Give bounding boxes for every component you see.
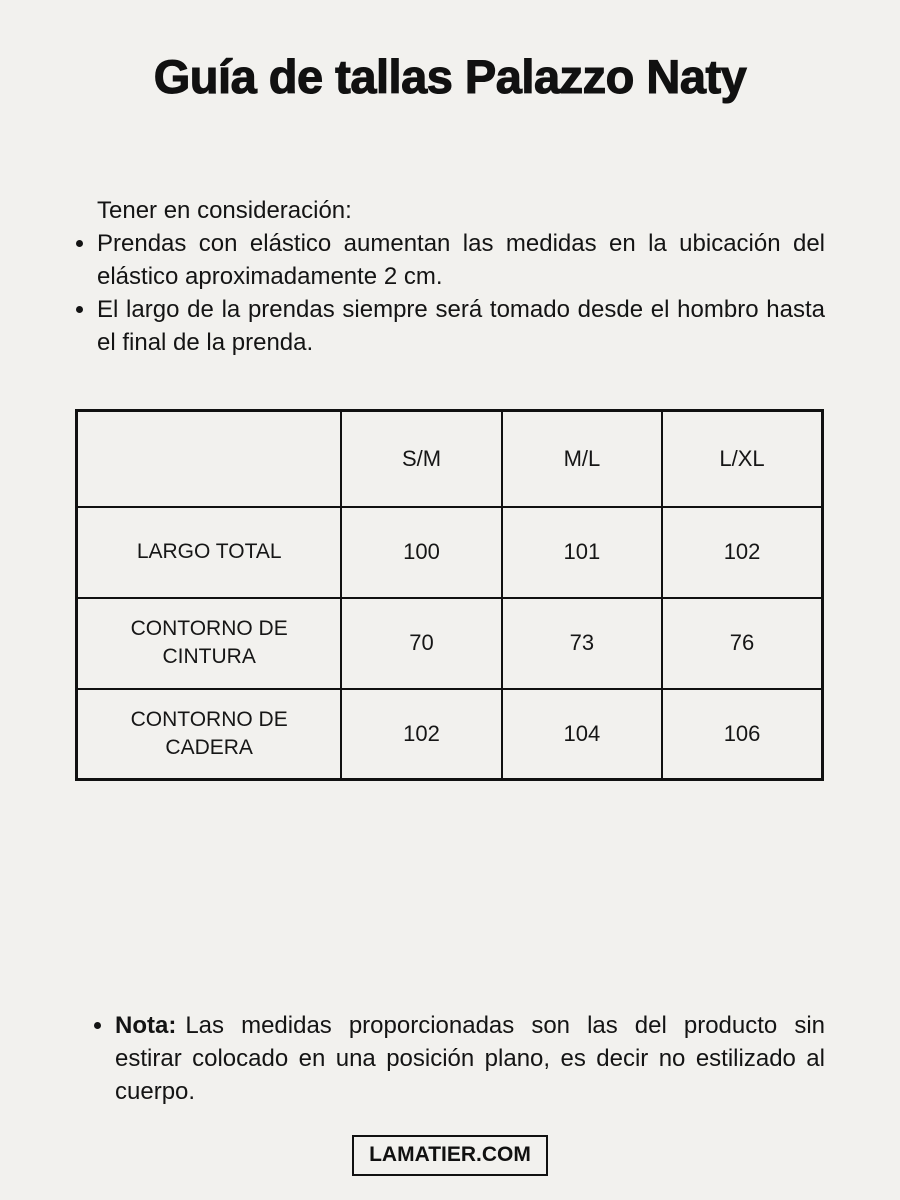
column-header-ml: M/L xyxy=(502,411,662,507)
table-cell: 102 xyxy=(341,689,501,780)
table-cell: 70 xyxy=(341,598,501,689)
consideration-item: • Prendas con elástico aumentan las medidas en la ubicación del elástico aproximadamente 2 cm. xyxy=(97,227,825,293)
table-row xyxy=(77,689,823,780)
column-header-sm: S/M xyxy=(341,411,501,507)
page-title: Guía de tallas Palazzo Naty xyxy=(153,50,747,103)
column-header-lxl: L/XL xyxy=(662,411,822,507)
footer xyxy=(0,1135,900,1176)
table-cell: 102 xyxy=(662,507,822,598)
considerations-intro: Tener en consideración: xyxy=(97,197,352,225)
row-label-contorno-cadera: CONTORNO DE CADERA xyxy=(77,689,342,780)
consideration-item: • El largo de la prendas siempre será tomado desde el hombro hasta el final de la prenda. xyxy=(97,293,825,359)
table-row xyxy=(77,507,823,598)
considerations-section xyxy=(75,194,825,359)
note-text: Las medidas proporcionadas son las del producto sin estirar colocado en una posición plano, es decir no estilizado al cuerpo. xyxy=(115,1012,825,1106)
size-table xyxy=(75,409,824,781)
table-corner-cell xyxy=(77,411,342,507)
table-cell: 101 xyxy=(502,507,662,598)
table-header-row xyxy=(77,411,823,507)
note-list xyxy=(95,1009,825,1108)
brand-badge: LAMATIER.COM xyxy=(352,1135,548,1176)
row-label-contorno-cintura: CONTORNO DE CINTURA xyxy=(77,598,342,689)
table-cell: 100 xyxy=(341,507,501,598)
table-cell: 76 xyxy=(662,598,822,689)
note-item xyxy=(115,1009,825,1108)
note-label: Nota: xyxy=(115,1012,177,1040)
row-label-largo-total: LARGO TOTAL xyxy=(77,507,342,598)
table-cell: 104 xyxy=(502,689,662,780)
table-row xyxy=(77,598,823,689)
note-section xyxy=(95,1009,825,1108)
table-cell: 73 xyxy=(502,598,662,689)
considerations-list xyxy=(75,227,825,359)
table-cell: 106 xyxy=(662,689,822,780)
